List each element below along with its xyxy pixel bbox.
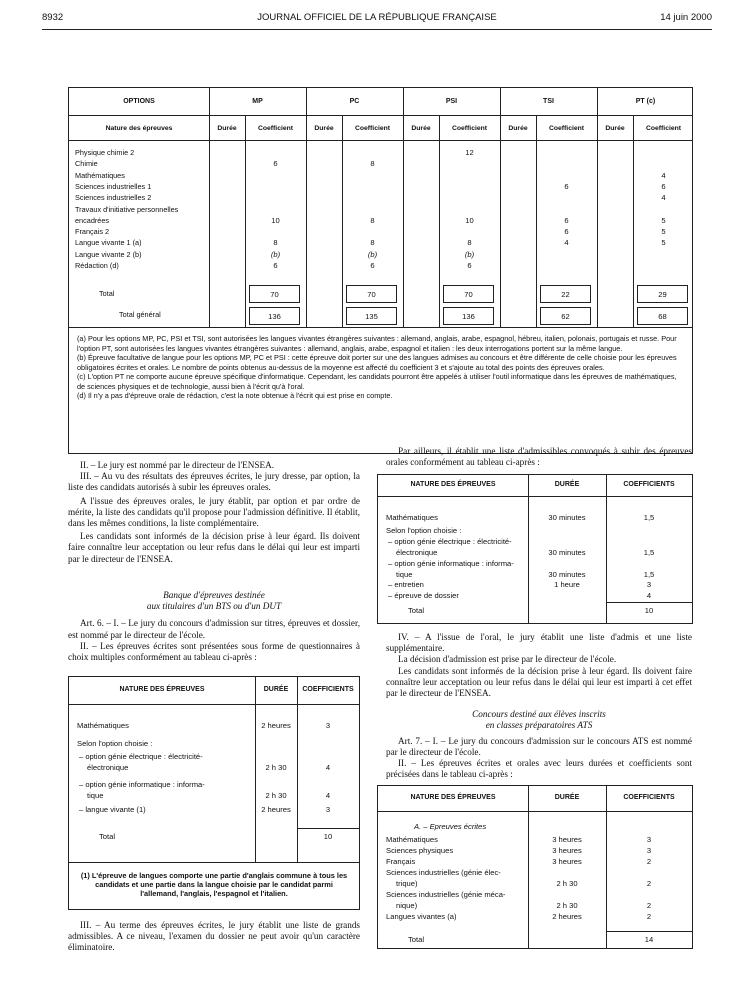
header-nature: NATURE DES ÉPREUVES	[410, 794, 496, 801]
coef-header: Coefficient	[548, 125, 585, 132]
nature-label: Nature des épreuves	[105, 125, 173, 132]
total-rule	[606, 931, 692, 932]
row-coef: 2	[646, 857, 652, 866]
options-label: OPTIONS	[123, 98, 155, 105]
row-label: Rédaction (d)	[75, 261, 119, 270]
total-value: 10	[323, 832, 333, 841]
right-text-top	[386, 446, 692, 468]
para-admissibles: Par ailleurs, il établit une liste d'admissibles convoqués à subir des épreuves orales conformément au tableau ci-après :	[386, 446, 692, 468]
header-duree: DURÉE	[554, 481, 580, 488]
coef-value: 10	[465, 215, 474, 225]
row-label: Selon l'option choisie :	[77, 739, 153, 748]
oral-exam-table	[377, 474, 693, 624]
coef-value: 6	[564, 215, 569, 225]
para-candidats: Les candidats sont informés de la décision prise à leur égard. Ils doivent faire connaître leur acceptation ou leur refus dans le délai qui leur est imparti par le directeur de l'ENSEA.	[68, 531, 360, 564]
left-section	[68, 590, 360, 663]
row-duree: 3 heures	[552, 846, 582, 855]
option-header: PSI	[445, 98, 458, 105]
coef-value: 6	[661, 181, 666, 191]
row-label: encadrées	[75, 215, 110, 225]
grand-total-box: 136	[249, 307, 300, 325]
col-divider	[606, 786, 607, 948]
bts-exam-table	[68, 676, 360, 910]
option-header: PC	[349, 98, 360, 105]
row-label: Sciences industrielles (génie méca-	[386, 890, 506, 899]
para-jury: II. – Le jury est nommé par le directeur de l'ENSEA.	[80, 460, 275, 470]
row-label: Sciences industrielles 2	[75, 193, 152, 203]
row-duree: 2 heures	[261, 805, 291, 814]
row-duree: 30 minutes	[548, 513, 586, 522]
header-duree: DURÉE	[554, 794, 580, 801]
grand-total-box: 136	[443, 307, 494, 325]
row-label: – option génie électrique : électricité-	[79, 752, 203, 761]
duree-header: Durée	[314, 125, 334, 132]
row-duree: 3 heures	[552, 857, 582, 866]
option-header: PT (c)	[635, 98, 656, 105]
row-duree: 2 h 30	[265, 791, 287, 800]
duree-col-divider	[536, 116, 537, 327]
grand-total-box: 68	[637, 307, 688, 325]
row-label: Langue vivante 1 (a)	[75, 238, 142, 248]
coef-value: 5	[661, 215, 666, 225]
row-duree: 2 heures	[261, 721, 291, 730]
footnote-c: (c) L'option PT ne comporte aucune épreuve spécifique d'informatique. Cependant, les candidats pourront être appelés à utiliser l'outil informatique dans les épreuves de mathématiques, de sciences physiques et de technologie, aussi bien à l'écrit qu'à l'oral.	[77, 372, 677, 391]
row-label: – langue vivante (1)	[79, 805, 146, 814]
row-duree: 30 minutes	[548, 548, 586, 557]
row-label: Mathématiques	[75, 170, 125, 180]
row-label: – option génie électrique : électricité-	[388, 537, 512, 546]
right-text-mid	[386, 632, 692, 780]
total-label: Total	[99, 832, 116, 841]
ats-exam-table	[377, 785, 693, 949]
option-header: TSI	[543, 98, 554, 105]
row-label: électronique	[396, 548, 438, 557]
row-coef: 4	[325, 791, 331, 800]
option-col-divider	[403, 88, 404, 327]
footnote-b: (b) Épreuve facultative de langue pour les options MP, PC et PSI : cette épreuve doit porter sur une des langues admises au concours et être différente de celle choisie pour les épreuves obligatoires écrites et orales. Le nombre de points obtenus au-dessus de la moyenne est affecté du coefficient 3 et s'ajoute au total des points des épreuves orales.	[77, 353, 677, 372]
coef-value: 6	[273, 261, 278, 270]
coef-header: Coefficient	[645, 125, 682, 132]
para-grands-admissibles: III. – Au terme des épreuves écrites, le jury établit une liste de grands admissibles. A ce niveau, l'examen du dossier ne peut avoir qu'un caractère éliminatoire.	[68, 920, 360, 953]
coef-header: Coefficient	[451, 125, 488, 132]
coef-header: Coefficient	[257, 125, 294, 132]
row-coef: 3	[646, 846, 652, 855]
header-coefficients: COEFFICIENTS	[302, 686, 354, 693]
issue-date: 14 juin 2000	[660, 12, 712, 23]
row-duree: 2 h 30	[265, 763, 287, 772]
coef-value: 4	[661, 170, 666, 180]
coef-value: 6	[564, 227, 569, 237]
coef-value: 6	[564, 181, 569, 191]
total-box: 29	[637, 285, 688, 303]
total-label: Total	[99, 289, 115, 298]
total-box: 70	[249, 285, 300, 303]
total-value: 10	[644, 606, 654, 615]
row-label: – épreuve de dossier	[388, 591, 459, 600]
row-duree: 3 heures	[552, 835, 582, 844]
col-divider	[528, 786, 529, 948]
row-coef: 3	[646, 580, 652, 589]
row-duree: 30 minutes	[548, 570, 586, 579]
row-label: Mathématiques	[386, 513, 438, 522]
row-duree: 2 heures	[552, 912, 582, 921]
total-box: 70	[346, 285, 397, 303]
total-label: Total	[408, 935, 425, 944]
article-7: Art. 7. – I. – Le jury du concours d'admission sur le concours ATS est nommé par le directeur de l'école.	[386, 735, 692, 757]
grand-total-label: Total général	[119, 310, 161, 319]
row-label: électronique	[87, 763, 129, 772]
coef-value: 8	[370, 215, 375, 225]
left-text-top	[68, 460, 360, 565]
row-label: trique)	[396, 879, 418, 888]
row-label: nique)	[396, 901, 418, 910]
duree-header: Durée	[508, 125, 528, 132]
para-issue: A l'issue des épreuves orales, le jury établit, par option et par ordre de mérite, la liste des candidats qu'il propose pour l'admission définitive. Il établit, dans les mêmes conditions, la liste complémentaire.	[68, 495, 360, 529]
row-label: Sciences industrielles 1	[75, 181, 152, 191]
row-label: Selon l'option choisie :	[386, 526, 462, 535]
article-7-ii: II. – Les épreuves écrites et orales avec leurs durées et coefficients sont précisées dans le tableau ci-après :	[386, 758, 692, 780]
row-coef: 1,5	[643, 548, 655, 557]
footnote-a: (a) Pour les options MP, PC, PSI et TSI, sont autorisées les langues vivantes étrangères suivantes : allemand, anglais, arabe, espagnol, hébreu, italien, polonais, portugais et russe. Pour l'option PT, sont autorisées les langues vivantes étrangères suivantes : allemand, anglais, arabe, espagnol et italien : les deux interrogations portent sur la même langue.	[77, 334, 677, 353]
section-label: A. – Epreuves écrites	[414, 822, 487, 831]
row-label: – option génie informatique : informa-	[79, 780, 205, 789]
article-6-ii: II. – Les épreuves écrites sont présentées sous forme de questionnaires à choix multiples conformément au tableau ci-après :	[68, 640, 360, 663]
total-box: 22	[540, 285, 591, 303]
coef-value: 5	[661, 238, 666, 248]
total-rule	[606, 602, 692, 603]
row-label: Mathématiques	[77, 721, 129, 730]
para-results: III. – Au vu des résultats des épreuves écrites, le jury dresse, par option, la liste des candidats autorisés à subir les épreuves orales.	[68, 471, 360, 493]
total-box: 70	[443, 285, 494, 303]
row-label: tique	[396, 570, 413, 579]
header-duree: DURÉE	[263, 686, 289, 693]
row-label: tique	[87, 791, 104, 800]
coef-value: 10	[271, 215, 280, 225]
option-col-divider	[500, 88, 501, 327]
coef-value: 12	[465, 148, 474, 157]
header-coefficients: COEFFICIENTS	[623, 794, 675, 801]
coef-value: 5	[661, 227, 666, 237]
section-title-ats-2: en classes préparatoires ATS	[485, 720, 593, 731]
row-coef: 3	[325, 805, 331, 814]
row-coef: 4	[646, 591, 652, 600]
row-label: Mathématiques	[386, 835, 438, 844]
row-duree: 2 h 30	[556, 901, 578, 910]
total-rule	[297, 828, 359, 829]
options-table	[68, 87, 693, 454]
coef-value: 4	[564, 238, 569, 248]
row-label: Langue vivante 2 (b)	[75, 249, 142, 259]
row-label: – entretien	[388, 580, 424, 589]
row-label: Sciences industrielles (génie élec-	[386, 868, 501, 877]
row-coef: 1,5	[643, 513, 655, 522]
para-informes: Les candidats sont informés de la décision prise à leur égard. Ils doivent faire connaître leur acceptation ou leur refus dans le délai qui leur est imparti à cet effet par le directeur de l'ENSEA.	[386, 665, 692, 699]
journal-title: JOURNAL OFFICIEL DE LA RÉPUBLIQUE FRANÇAISE	[257, 12, 497, 23]
row-label: – option génie informatique : informa-	[388, 559, 514, 568]
section-title-bts-2: aux titulaires d'un BTS ou d'un DUT	[146, 601, 282, 612]
duree-header: Durée	[605, 125, 625, 132]
row-label: Physique chimie 2	[75, 148, 135, 157]
total-label: Total	[408, 606, 425, 615]
row-label: Sciences physiques	[386, 846, 454, 855]
total-value: 14	[644, 935, 654, 944]
header-coefficients: COEFFICIENTS	[623, 481, 675, 488]
grand-total-box: 62	[540, 307, 591, 325]
row-coef: 4	[325, 763, 331, 772]
section-title-bts-1: Banque d'épreuves destinée	[163, 590, 265, 600]
coef-value: 8	[370, 238, 375, 248]
duree-col-divider	[633, 116, 634, 327]
footnote-d: (d) Il n'y a pas d'épreuve orale de rédaction, c'est la note obtenue à l'écrit qui est prise en compte.	[77, 391, 393, 400]
para-iv: IV. – A l'issue de l'oral, le jury établit une liste d'admis et une liste supplémentaire.	[386, 632, 692, 654]
footnotes	[69, 327, 692, 453]
coef-header: Coefficient	[354, 125, 391, 132]
coef-value: (b)	[464, 249, 475, 259]
option-col-divider	[597, 88, 598, 327]
row-label: Chimie	[75, 159, 98, 169]
row-coef: 1,5	[643, 570, 655, 579]
duree-col-divider	[342, 116, 343, 327]
option-col-divider	[306, 88, 307, 327]
left-text-end	[68, 920, 360, 954]
para-decision: La décision d'admission est prise par le directeur de l'école.	[398, 654, 617, 665]
header-nature: NATURE DES ÉPREUVES	[410, 481, 496, 488]
header-nature: NATURE DES ÉPREUVES	[119, 686, 205, 693]
row-coef: 2	[646, 879, 652, 888]
coef-value: 6	[273, 159, 278, 169]
header-rule	[42, 29, 712, 30]
row-coef: 3	[325, 721, 331, 730]
duree-header: Durée	[217, 125, 237, 132]
row-label: Langues vivantes (a)	[386, 912, 457, 921]
table-footnote: (1) L'épreuve de langues comporte une partie d'anglais commune à tous les candidats et une partie dans la langue choisie par le candidat parmi l'allemand, l'anglais, l'espagnol et l'italien.	[69, 862, 359, 909]
row-label: Français	[386, 857, 416, 866]
duree-col-divider	[439, 116, 440, 327]
option-col-divider	[209, 88, 210, 327]
coef-value: 8	[370, 159, 375, 169]
coef-value: 6	[370, 261, 375, 270]
duree-col-divider	[245, 116, 246, 327]
row-coef: 3	[646, 835, 652, 844]
coef-value: 8	[273, 238, 278, 248]
page-header	[42, 12, 712, 28]
row-duree: 2 h 30	[556, 879, 578, 888]
coef-value: 4	[661, 193, 666, 203]
coef-value: (b)	[367, 249, 378, 259]
page-number: 8932	[42, 12, 64, 23]
row-duree: 1 heure	[554, 580, 580, 589]
section-title-ats-1: Concours destiné aux élèves inscrits	[472, 709, 606, 720]
grand-total-box: 135	[346, 307, 397, 325]
row-label: Travaux d'initiative personnelles	[75, 204, 179, 214]
row-label: Français 2	[75, 227, 110, 237]
row-coef: 2	[646, 912, 652, 921]
duree-header: Durée	[411, 125, 431, 132]
coef-value: 8	[467, 238, 472, 248]
row-coef: 2	[646, 901, 652, 910]
article-6: Art. 6. – I. – Le jury du concours d'admission sur titres, épreuves et dossier, est nommé par le directeur de l'école.	[68, 618, 360, 640]
option-header: MP	[252, 98, 263, 105]
coef-value: 6	[467, 261, 472, 270]
coef-value: (b)	[270, 249, 281, 259]
